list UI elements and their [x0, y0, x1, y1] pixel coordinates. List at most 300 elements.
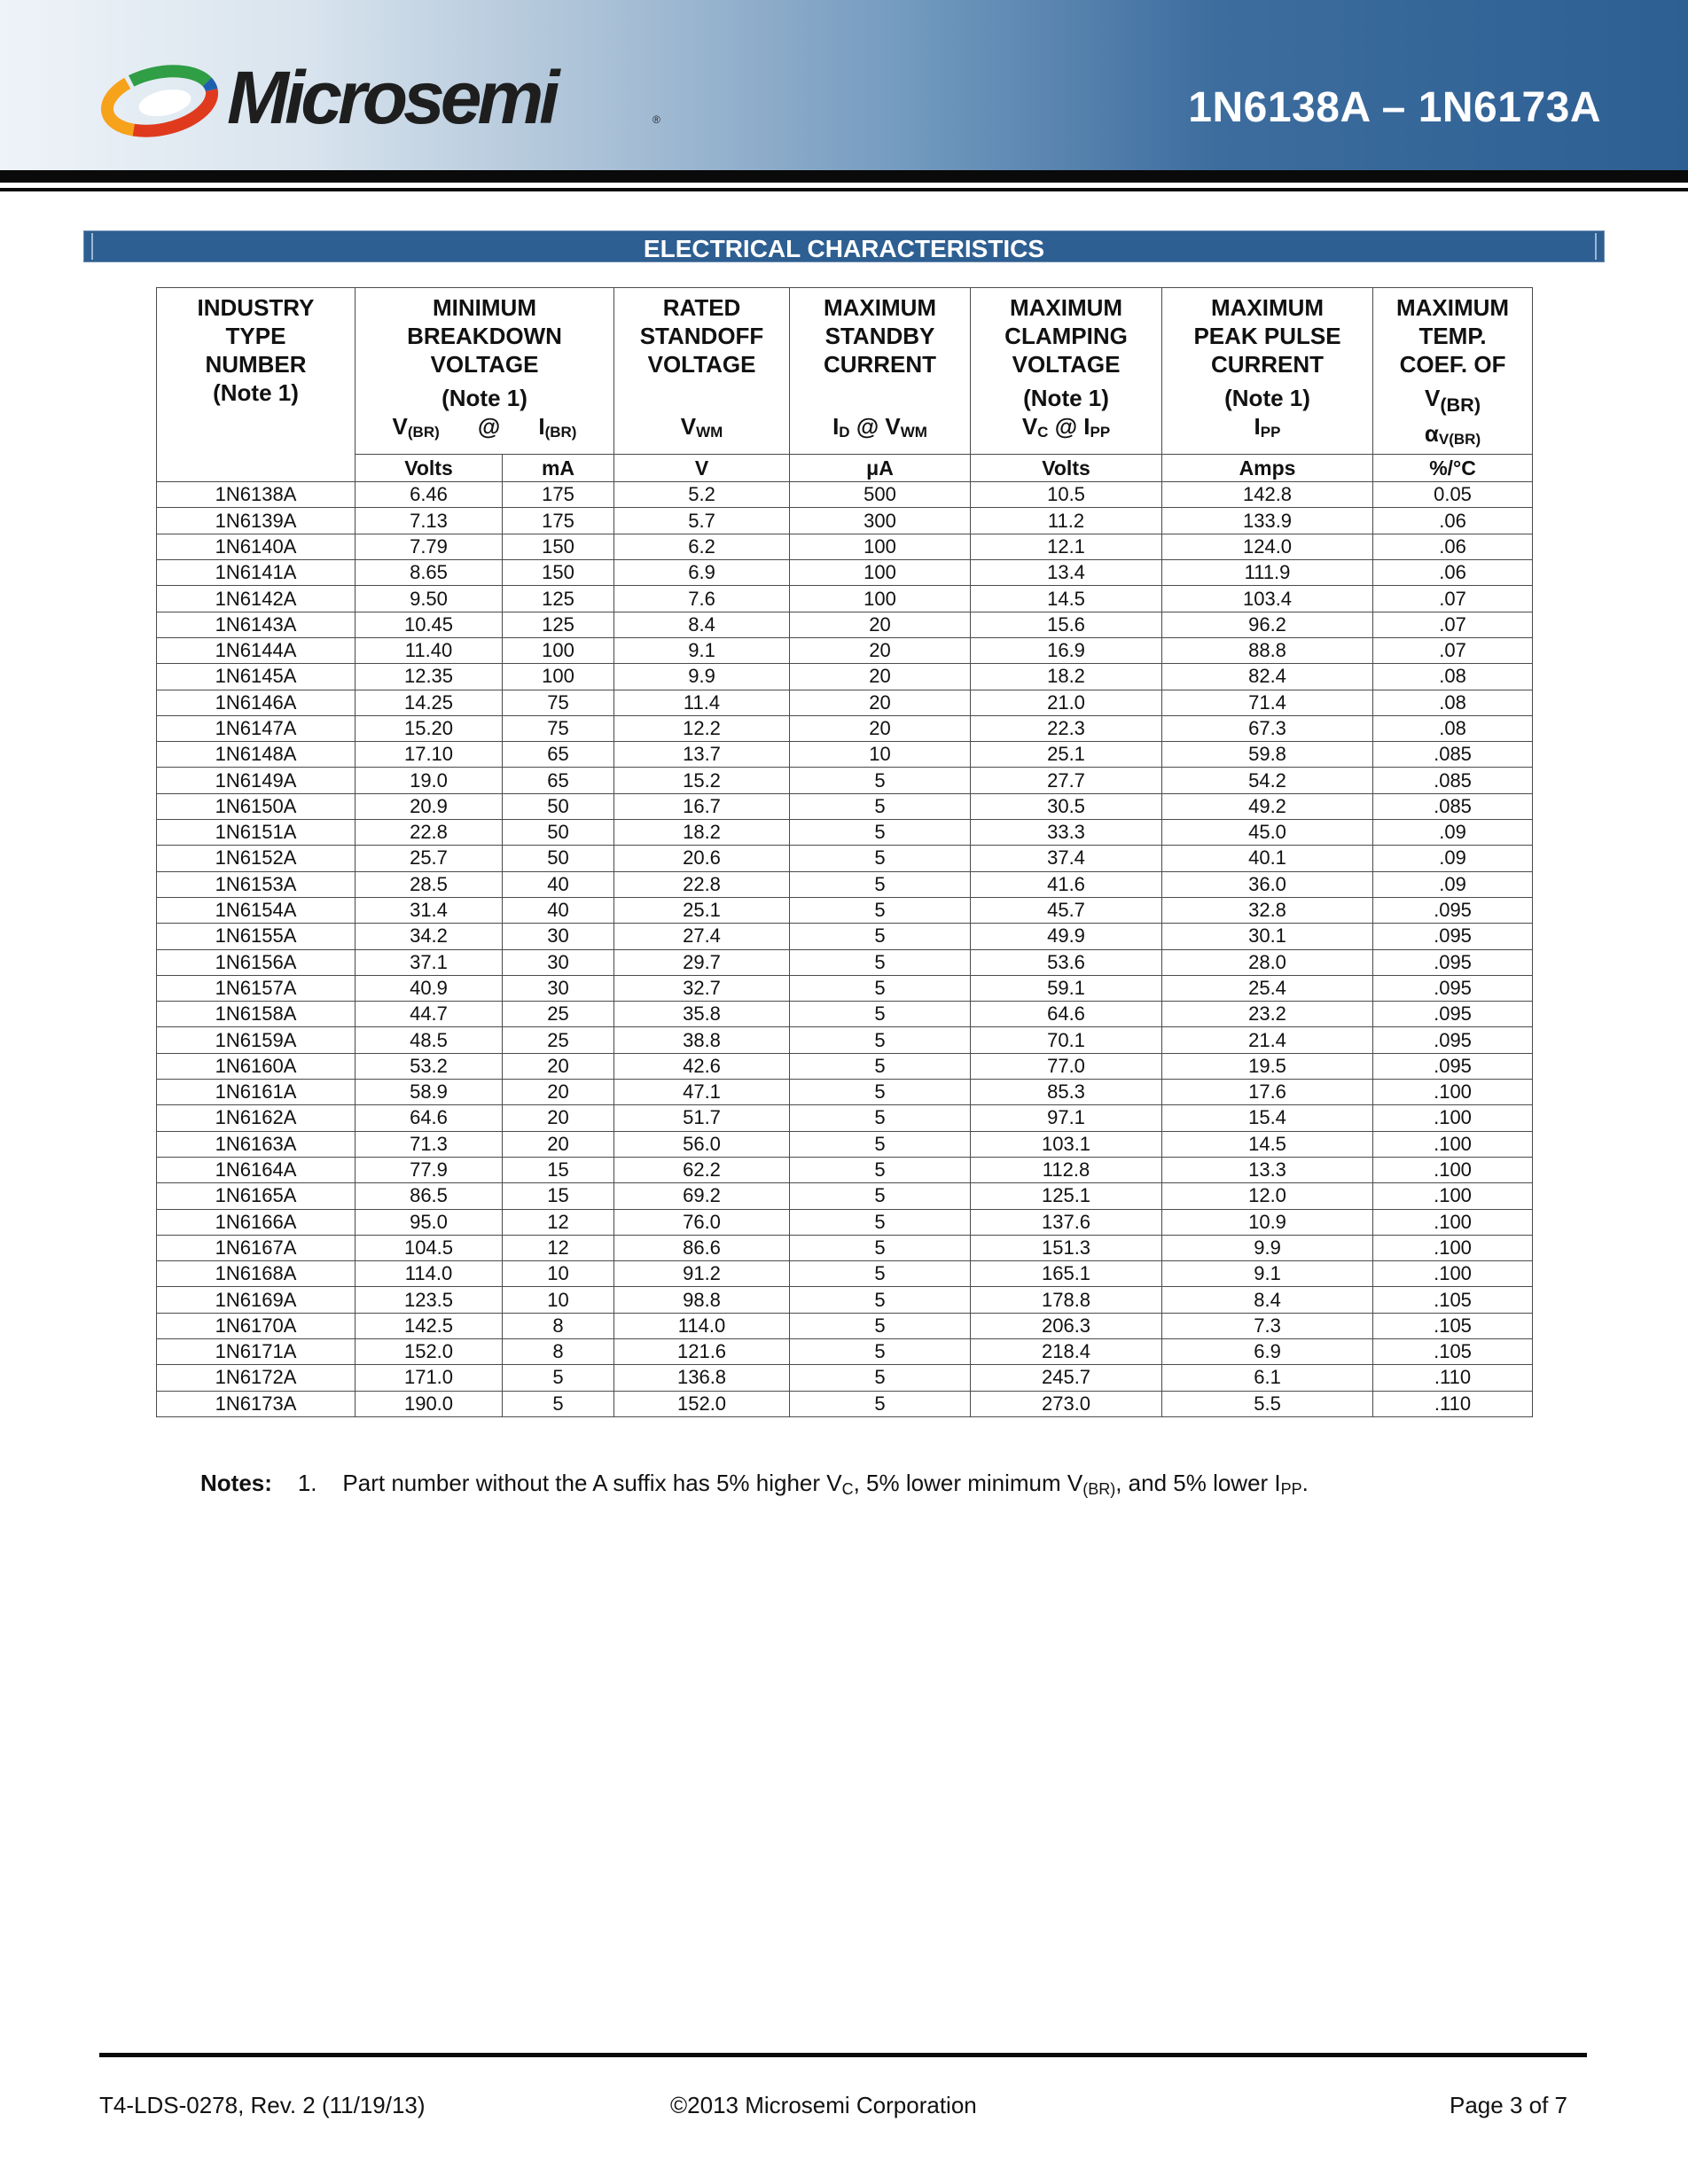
value-cell: 5 — [790, 1080, 971, 1105]
note-sub: C — [841, 1480, 854, 1498]
value-cell: 77.9 — [356, 1157, 503, 1182]
value-cell: 5 — [790, 1365, 971, 1391]
unit-cell: Volts — [356, 455, 503, 482]
value-cell: 5 — [790, 1338, 971, 1364]
header-line: PEAK PULSE — [1193, 323, 1341, 349]
value-cell: 10.9 — [1162, 1209, 1373, 1235]
value-cell: 28.0 — [1162, 949, 1373, 975]
value-cell: 50 — [503, 846, 614, 871]
notes — [200, 1470, 1309, 1499]
value-cell: 5 — [790, 871, 971, 897]
value-cell: 12.1 — [971, 534, 1162, 559]
value-cell: .100 — [1373, 1183, 1533, 1209]
header-symbol — [1373, 419, 1532, 454]
value-cell: 18.2 — [971, 664, 1162, 690]
value-cell: 0.05 — [1373, 482, 1533, 508]
table-row — [157, 1183, 1533, 1209]
value-cell: 95.0 — [356, 1209, 503, 1235]
header-line: VOLTAGE — [1012, 351, 1121, 378]
table-row — [157, 482, 1533, 508]
part-number-cell: 1N6161A — [157, 1080, 356, 1105]
part-number-cell: 1N6173A — [157, 1391, 356, 1416]
part-number-cell: 1N6145A — [157, 664, 356, 690]
value-cell: 5 — [790, 949, 971, 975]
value-cell: 45.7 — [971, 897, 1162, 923]
symbol-text: @ I — [1054, 413, 1090, 440]
value-cell: 13.7 — [614, 742, 790, 768]
value-cell: 5 — [790, 1209, 971, 1235]
value-cell: 245.7 — [971, 1365, 1162, 1391]
part-number-cell: 1N6146A — [157, 690, 356, 715]
header-note: (Note 1) — [442, 385, 528, 411]
symbol-sub: (BR) — [544, 424, 577, 441]
value-cell: 7.13 — [356, 508, 503, 534]
value-cell: 53.6 — [971, 949, 1162, 975]
value-cell: .095 — [1373, 1027, 1533, 1053]
note-text: , and 5% lower I — [1115, 1470, 1281, 1496]
value-cell: 11.40 — [356, 637, 503, 663]
part-number-cell: 1N6143A — [157, 612, 356, 637]
value-cell: 125 — [503, 612, 614, 637]
part-number-cell: 1N6164A — [157, 1157, 356, 1182]
value-cell: 5 — [503, 1365, 614, 1391]
value-cell: 16.7 — [614, 793, 790, 819]
part-number-cell: 1N6169A — [157, 1287, 356, 1313]
value-cell: 12 — [503, 1209, 614, 1235]
value-cell: 58.9 — [356, 1080, 503, 1105]
unit-cell: Amps — [1162, 455, 1373, 482]
value-cell: 175 — [503, 482, 614, 508]
section-bar — [83, 230, 1605, 262]
symbol-text: @ V — [856, 413, 901, 440]
microsemi-swoosh-icon — [96, 55, 229, 147]
value-cell: 5 — [790, 1002, 971, 1027]
value-cell: 9.1 — [614, 637, 790, 663]
value-cell: 15.6 — [971, 612, 1162, 637]
value-cell: 5.5 — [1162, 1391, 1373, 1416]
value-cell: 14.5 — [971, 586, 1162, 612]
value-cell: 42.6 — [614, 1053, 790, 1079]
part-number-cell: 1N6151A — [157, 820, 356, 846]
value-cell: 8 — [503, 1338, 614, 1364]
part-number-cell: 1N6165A — [157, 1183, 356, 1209]
value-cell: 100 — [790, 586, 971, 612]
header-line: MAXIMUM — [1009, 294, 1123, 321]
value-cell: 5 — [790, 1105, 971, 1131]
part-number-cell: 1N6168A — [157, 1261, 356, 1287]
header-line: STANDOFF — [639, 323, 764, 349]
value-cell: 142.8 — [1162, 482, 1373, 508]
part-number-cell: 1N6153A — [157, 871, 356, 897]
unit-cell: %/°C — [1373, 455, 1533, 482]
value-cell: 5 — [503, 1391, 614, 1416]
value-cell: .110 — [1373, 1391, 1533, 1416]
note-text: Part number without the A suffix has 5% higher V — [342, 1470, 842, 1496]
value-cell: 19.0 — [356, 768, 503, 793]
part-number-cell: 1N6140A — [157, 534, 356, 559]
value-cell: 25 — [503, 1002, 614, 1027]
value-cell: 5 — [790, 1313, 971, 1338]
value-cell: 82.4 — [1162, 664, 1373, 690]
value-cell: 38.8 — [614, 1027, 790, 1053]
value-cell: .095 — [1373, 975, 1533, 1001]
value-cell: 40 — [503, 871, 614, 897]
symbol-sub: V(BR) — [1438, 431, 1481, 448]
value-cell: 70.1 — [971, 1027, 1162, 1053]
value-cell: 20 — [503, 1053, 614, 1079]
part-number-cell: 1N6149A — [157, 768, 356, 793]
symbol-sub: D — [839, 424, 850, 441]
value-cell: 123.5 — [356, 1287, 503, 1313]
value-cell: 50 — [503, 793, 614, 819]
value-cell: 10 — [503, 1261, 614, 1287]
value-cell: 59.8 — [1162, 742, 1373, 768]
value-cell: 13.3 — [1162, 1157, 1373, 1182]
table-row — [157, 534, 1533, 559]
value-cell: .095 — [1373, 1053, 1533, 1079]
value-cell: 133.9 — [1162, 508, 1373, 534]
part-number-cell: 1N6139A — [157, 508, 356, 534]
header-symbol — [356, 412, 613, 447]
part-number-cell: 1N6141A — [157, 560, 356, 586]
registered-mark: ® — [653, 113, 660, 126]
value-cell: 5 — [790, 846, 971, 871]
table-row — [157, 1080, 1533, 1105]
header-line: MAXIMUM — [1395, 294, 1510, 321]
header-max-standby — [790, 288, 971, 455]
value-cell: .100 — [1373, 1080, 1533, 1105]
table-row — [157, 1157, 1533, 1182]
value-cell: .095 — [1373, 949, 1533, 975]
value-cell: 114.0 — [614, 1313, 790, 1338]
value-cell: 9.1 — [1162, 1261, 1373, 1287]
value-cell: 114.0 — [356, 1261, 503, 1287]
value-cell: 190.0 — [356, 1391, 503, 1416]
value-cell: 49.2 — [1162, 793, 1373, 819]
value-cell: 69.2 — [614, 1183, 790, 1209]
value-cell: 31.4 — [356, 897, 503, 923]
value-cell: .08 — [1373, 664, 1533, 690]
value-cell: .100 — [1373, 1209, 1533, 1235]
symbol-sub: PP — [1090, 424, 1111, 441]
value-cell: 12.35 — [356, 664, 503, 690]
value-cell: 8.4 — [1162, 1287, 1373, 1313]
value-cell: 20.6 — [614, 846, 790, 871]
table-row — [157, 715, 1533, 741]
symbol-ibr — [538, 412, 576, 447]
value-cell: .110 — [1373, 1365, 1533, 1391]
value-cell: 28.5 — [356, 871, 503, 897]
value-cell: 10.45 — [356, 612, 503, 637]
value-cell: 5 — [790, 820, 971, 846]
value-cell: 103.1 — [971, 1131, 1162, 1157]
value-cell: .06 — [1373, 508, 1533, 534]
value-cell: 76.0 — [614, 1209, 790, 1235]
part-number-cell: 1N6167A — [157, 1235, 356, 1260]
value-cell: 30 — [503, 975, 614, 1001]
value-cell: 88.8 — [1162, 637, 1373, 663]
value-cell: 137.6 — [971, 1209, 1162, 1235]
value-cell: 5 — [790, 1027, 971, 1053]
value-cell: .100 — [1373, 1105, 1533, 1131]
table-row — [157, 768, 1533, 793]
electrical-characteristics-table — [156, 287, 1533, 1417]
part-number-cell: 1N6159A — [157, 1027, 356, 1053]
value-cell: 273.0 — [971, 1391, 1162, 1416]
value-cell: 112.8 — [971, 1157, 1162, 1182]
notes-label: Notes: — [200, 1470, 272, 1496]
table-row — [157, 846, 1533, 871]
value-cell: 25.7 — [356, 846, 503, 871]
value-cell: 75 — [503, 690, 614, 715]
part-number-cell: 1N6152A — [157, 846, 356, 871]
symbol-text: V — [680, 413, 697, 440]
value-cell: .095 — [1373, 1002, 1533, 1027]
table-row — [157, 1002, 1533, 1027]
table-row — [157, 1261, 1533, 1287]
value-cell: .105 — [1373, 1338, 1533, 1364]
section-title: ELECTRICAL CHARACTERISTICS — [643, 235, 1045, 262]
value-cell: .100 — [1373, 1235, 1533, 1260]
value-cell: 65 — [503, 742, 614, 768]
header-line: COEF. OF — [1399, 351, 1506, 378]
table-row — [157, 560, 1533, 586]
value-cell: .06 — [1373, 560, 1533, 586]
symbol-text: V — [1021, 413, 1038, 440]
value-cell: 25.4 — [1162, 975, 1373, 1001]
table-row — [157, 1053, 1533, 1079]
value-cell: 10 — [503, 1287, 614, 1313]
value-cell: 18.2 — [614, 820, 790, 846]
value-cell: 23.2 — [1162, 1002, 1373, 1027]
table-row — [157, 1105, 1533, 1131]
units-row — [157, 455, 1533, 482]
value-cell: 178.8 — [971, 1287, 1162, 1313]
value-cell: 65 — [503, 768, 614, 793]
symbol-sub: WM — [696, 424, 723, 441]
part-number-cell: 1N6158A — [157, 1002, 356, 1027]
value-cell: 10.5 — [971, 482, 1162, 508]
value-cell: 17.10 — [356, 742, 503, 768]
part-number-cell: 1N6157A — [157, 975, 356, 1001]
header-symbol — [614, 412, 789, 447]
part-number-cell: 1N6170A — [157, 1313, 356, 1338]
header-rule — [0, 170, 1688, 183]
part-number-cell: 1N6150A — [157, 793, 356, 819]
value-cell: 136.8 — [614, 1365, 790, 1391]
value-cell: 20 — [503, 1105, 614, 1131]
value-cell: 32.7 — [614, 975, 790, 1001]
symbol-vbr — [393, 412, 440, 447]
value-cell: 59.1 — [971, 975, 1162, 1001]
value-cell: 5.7 — [614, 508, 790, 534]
value-cell: 51.7 — [614, 1105, 790, 1131]
value-cell: 121.6 — [614, 1338, 790, 1364]
value-cell: 40.1 — [1162, 846, 1373, 871]
table-row — [157, 897, 1533, 923]
header-max-temp-coef — [1373, 288, 1533, 455]
value-cell: 25 — [503, 1027, 614, 1053]
header-line: RATED — [662, 294, 741, 321]
value-cell: 67.3 — [1162, 715, 1373, 741]
value-cell: 15.4 — [1162, 1105, 1373, 1131]
value-cell: 9.9 — [614, 664, 790, 690]
header-temp-vbr — [1373, 384, 1532, 419]
value-cell: 64.6 — [356, 1105, 503, 1131]
value-cell: 100 — [503, 664, 614, 690]
header-line: (Note 1) — [213, 379, 299, 406]
header-line: CURRENT — [823, 351, 937, 378]
value-cell: 36.0 — [1162, 871, 1373, 897]
value-cell: 12.0 — [1162, 1183, 1373, 1209]
table-row — [157, 1338, 1533, 1364]
value-cell: 49.9 — [971, 924, 1162, 949]
value-cell: 13.4 — [971, 560, 1162, 586]
value-cell: 171.0 — [356, 1365, 503, 1391]
value-cell: 91.2 — [614, 1261, 790, 1287]
table-row — [157, 949, 1533, 975]
value-cell: 20.9 — [356, 793, 503, 819]
value-cell: 71.4 — [1162, 690, 1373, 715]
table-row — [157, 1313, 1533, 1338]
value-cell: 6.9 — [1162, 1338, 1373, 1364]
part-number-cell: 1N6154A — [157, 897, 356, 923]
value-cell: 64.6 — [971, 1002, 1162, 1027]
part-number-cell: 1N6138A — [157, 482, 356, 508]
symbol-sub: (BR) — [407, 424, 440, 441]
header-note-blank — [790, 384, 970, 412]
header-symbol — [971, 412, 1161, 447]
value-cell: 11.2 — [971, 508, 1162, 534]
part-number-cell: 1N6160A — [157, 1053, 356, 1079]
table-row — [157, 586, 1533, 612]
value-cell: 111.9 — [1162, 560, 1373, 586]
value-cell: 71.3 — [356, 1131, 503, 1157]
value-cell: 17.6 — [1162, 1080, 1373, 1105]
symbol-sub: (BR) — [1440, 394, 1481, 417]
value-cell: 6.9 — [614, 560, 790, 586]
value-cell: 5 — [790, 1157, 971, 1182]
table-row — [157, 742, 1533, 768]
value-cell: 33.3 — [971, 820, 1162, 846]
value-cell: 6.2 — [614, 534, 790, 559]
value-cell: .08 — [1373, 715, 1533, 741]
header-line: CURRENT — [1210, 351, 1325, 378]
value-cell: 5 — [790, 897, 971, 923]
value-cell: 5 — [790, 1183, 971, 1209]
value-cell: 5 — [790, 1131, 971, 1157]
header-symbol — [1162, 412, 1372, 447]
value-cell: 11.4 — [614, 690, 790, 715]
value-cell: 22.3 — [971, 715, 1162, 741]
value-cell: 20 — [790, 664, 971, 690]
value-cell: 48.5 — [356, 1027, 503, 1053]
value-cell: 5 — [790, 975, 971, 1001]
value-cell: 56.0 — [614, 1131, 790, 1157]
value-cell: .095 — [1373, 924, 1533, 949]
header-note: (Note 1) — [1224, 385, 1310, 411]
table-row — [157, 1027, 1533, 1053]
value-cell: .06 — [1373, 534, 1533, 559]
header-line: MINIMUM — [433, 294, 536, 321]
header-banner — [0, 0, 1688, 170]
table-row — [157, 690, 1533, 715]
value-cell: 96.2 — [1162, 612, 1373, 637]
table-row — [157, 1131, 1533, 1157]
value-cell: 86.5 — [356, 1183, 503, 1209]
header-max-peak-pulse — [1162, 288, 1373, 455]
value-cell: 206.3 — [971, 1313, 1162, 1338]
value-cell: 5 — [790, 1261, 971, 1287]
value-cell: 6.1 — [1162, 1365, 1373, 1391]
value-cell: 15.2 — [614, 768, 790, 793]
value-cell: .085 — [1373, 742, 1533, 768]
footer-copyright: ©2013 Microsemi Corporation — [670, 2092, 977, 2118]
value-cell: 19.5 — [1162, 1053, 1373, 1079]
part-number-cell: 1N6171A — [157, 1338, 356, 1364]
symbol-sub: C — [1037, 424, 1049, 441]
symbol-sub: PP — [1260, 424, 1281, 441]
value-cell: 124.0 — [1162, 534, 1373, 559]
value-cell: 47.1 — [614, 1080, 790, 1105]
header-line: TEMP. — [1418, 323, 1487, 349]
value-cell: 5 — [790, 1391, 971, 1416]
value-cell: 125 — [503, 586, 614, 612]
part-number-cell: 1N6147A — [157, 715, 356, 741]
part-number-cell: 1N6163A — [157, 1131, 356, 1157]
part-number-cell: 1N6172A — [157, 1365, 356, 1391]
value-cell: 16.9 — [971, 637, 1162, 663]
header-line: BREAKDOWN — [407, 323, 562, 349]
value-cell: .08 — [1373, 690, 1533, 715]
value-cell: 7.3 — [1162, 1313, 1373, 1338]
value-cell: .105 — [1373, 1313, 1533, 1338]
header-rule-thin — [0, 188, 1688, 191]
table-row — [157, 508, 1533, 534]
value-cell: 40.9 — [356, 975, 503, 1001]
value-cell: .105 — [1373, 1287, 1533, 1313]
value-cell: 86.6 — [614, 1235, 790, 1260]
value-cell: 50 — [503, 820, 614, 846]
value-cell: 37.1 — [356, 949, 503, 975]
table-row — [157, 664, 1533, 690]
value-cell: .09 — [1373, 871, 1533, 897]
value-cell: .100 — [1373, 1131, 1533, 1157]
header-line: MAXIMUM — [1210, 294, 1325, 321]
note-sub: (BR) — [1082, 1480, 1116, 1498]
microsemi-logo — [96, 55, 660, 147]
value-cell: 5 — [790, 768, 971, 793]
value-cell: 100 — [503, 637, 614, 663]
header-line: VOLTAGE — [430, 351, 539, 378]
header-line: TYPE — [225, 323, 286, 349]
value-cell: 25.1 — [971, 742, 1162, 768]
value-cell: 20 — [790, 637, 971, 663]
note-sub: PP — [1280, 1480, 1302, 1498]
table-row — [157, 1235, 1533, 1260]
value-cell: 5 — [790, 1287, 971, 1313]
value-cell: 12.2 — [614, 715, 790, 741]
footer-rule — [99, 2053, 1587, 2057]
value-cell: 41.6 — [971, 871, 1162, 897]
table-body — [157, 482, 1533, 1417]
value-cell: 5 — [790, 1053, 971, 1079]
value-cell: 125.1 — [971, 1183, 1162, 1209]
header-min-breakdown — [356, 288, 614, 455]
table-row — [157, 1209, 1533, 1235]
symbol-text: I — [538, 413, 545, 440]
header-symbol — [790, 412, 970, 447]
